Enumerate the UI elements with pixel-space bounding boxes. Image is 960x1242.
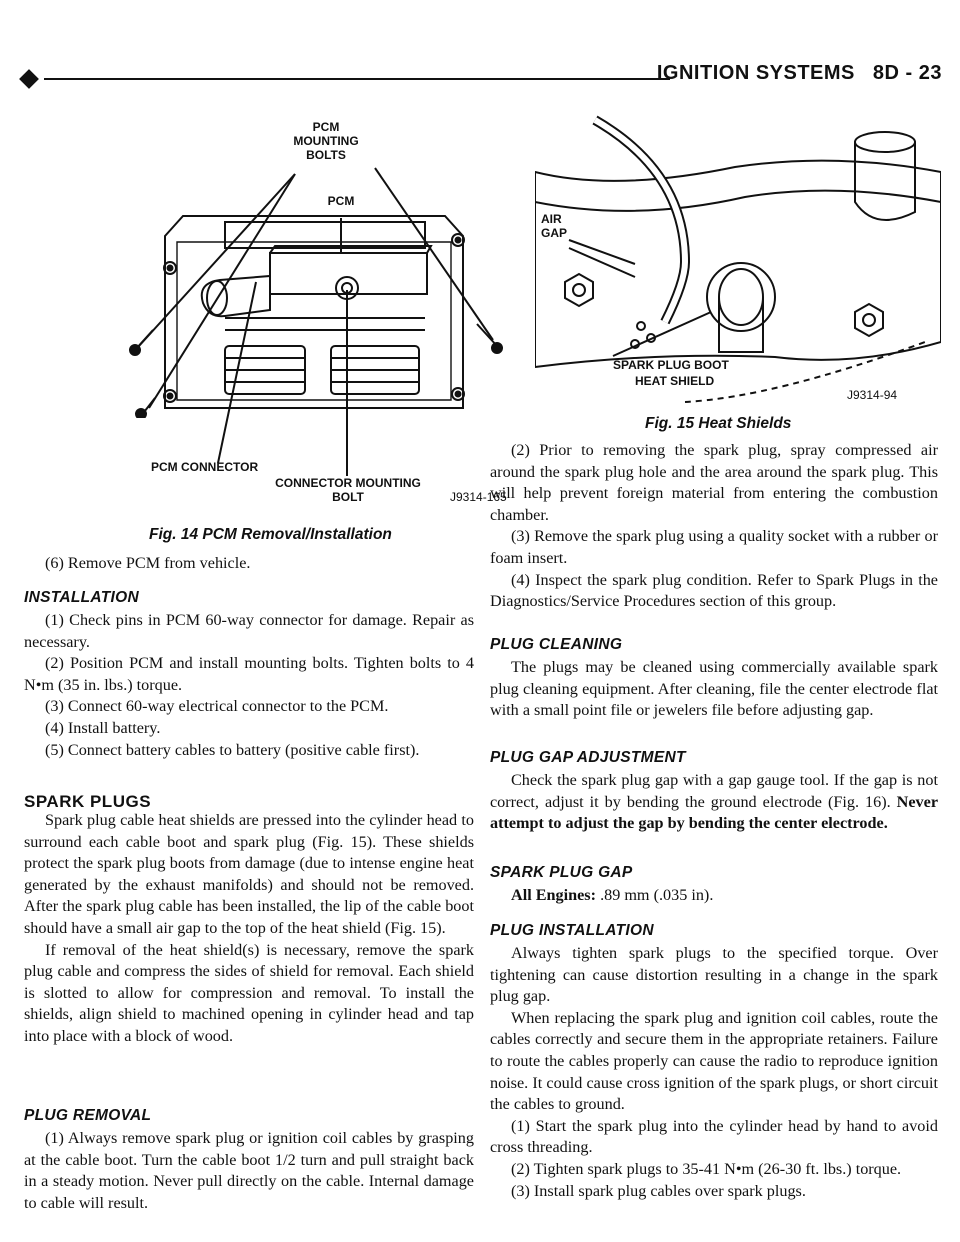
spark-plug-gap-spec bbox=[490, 885, 938, 907]
paragraph: (1) Start the spark plug into the cylinder head by hand to avoid cross threading. bbox=[490, 1116, 938, 1157]
paragraph: (3) Connect 60-way electrical connector to the PCM. bbox=[45, 697, 389, 716]
paragraph: (6) Remove PCM from vehicle. bbox=[45, 554, 251, 572]
label-line: GAP bbox=[541, 226, 568, 240]
paragraph: (1) Check pins in PCM 60-way connector for damage. Repair as necessary. bbox=[24, 611, 474, 651]
page-number: 8D - 23 bbox=[872, 62, 942, 84]
paragraph: (4) Install battery. bbox=[45, 718, 161, 737]
heat-shield-illustration bbox=[535, 112, 941, 412]
figure-id: J9314-165 bbox=[450, 490, 507, 504]
gap-adjustment-text bbox=[490, 770, 938, 835]
pcm-illustration bbox=[125, 118, 515, 418]
section-title: IGNITION SYSTEMS bbox=[656, 62, 855, 84]
paragraph: (1) Always remove spark plug or ignition coil cables by grasping at the cable boot. Turn the cable boot 1/2 turn and pull straight back in a steady motion. Never pull directly on the cable. Internal damage to cable will result. bbox=[24, 1129, 474, 1212]
paragraph: (3) Install spark plug cables over spark plugs. bbox=[511, 1181, 806, 1200]
label-pcm: PCM bbox=[327, 194, 355, 208]
header-title bbox=[657, 62, 942, 85]
label-spark-plug-boot: SPARK PLUG BOOT bbox=[613, 358, 729, 372]
paragraph: When replacing the spark plug and ignition coil cables, route the cables correctly and secure them in the appropriate retainers. Failure to route the cables properly can cause the radio to reproduce ignition noise. It could cause cross ignition of the spark plugs, or short circuit the cables to ground. bbox=[490, 1008, 938, 1114]
paragraph: If removal of the heat shield(s) is necessary, remove the spark plug cable and compress the sides of shield for removal. Each shield is slotted to allow for compression and removal. To install the shields, align shield to machined opening in cylinder head and tap into place with a block of wood. bbox=[24, 940, 474, 1045]
section-heading: PLUG REMOVAL bbox=[24, 1107, 152, 1124]
label-line: BOLT bbox=[332, 490, 364, 504]
plug-installation-text bbox=[490, 943, 938, 1202]
spark-plugs-text bbox=[24, 810, 474, 1048]
paragraph: (4) Inspect the spark plug condition. Refer to Spark Plugs in the Diagnostics/Service Procedures section of this group. bbox=[490, 570, 938, 611]
installation-steps bbox=[24, 610, 474, 761]
paragraph: (3) Remove the spark plug using a quality socket with a rubber or foam insert. bbox=[490, 527, 938, 567]
paragraph: (5) Connect battery cables to battery (positive cable first). bbox=[45, 740, 420, 759]
header-rule bbox=[44, 78, 670, 80]
figure-15 bbox=[535, 112, 941, 412]
removal-steps-continued bbox=[490, 440, 938, 613]
figure-id: J9314-94 bbox=[847, 388, 898, 402]
paragraph: Spark plug cable heat shields are pressed into the cylinder head to surround each cable boot and spark plug (Fig. 15). These shields protect the spark plug boots from damage (due to intense engine heat generated by the exhaust manifolds) and should not be removed. After the spark plug cable has been installed, the lip of the cable boot should have a small air gap to the top of the heat shield (Fig. 15). bbox=[24, 811, 474, 937]
page-header bbox=[22, 62, 942, 98]
label-line: MOUNTING bbox=[293, 134, 359, 148]
spec-label: All Engines: bbox=[511, 886, 597, 904]
paragraph bbox=[490, 885, 938, 907]
paragraph bbox=[490, 770, 938, 835]
text-run: Check the spark plug gap with a gap gauge tool. If the gap is not correct, adjust it by bending the ground electrode (Fig. 16). bbox=[490, 771, 938, 811]
paragraph: (2) Position PCM and install mounting bolts. Tighten bolts to 4 N•m (35 in. lbs.) torque. bbox=[24, 654, 474, 694]
section-heading: PLUG INSTALLATION bbox=[490, 922, 654, 939]
label-line: AIR bbox=[541, 212, 562, 226]
label-line: BOLTS bbox=[306, 148, 346, 162]
paragraph: The plugs may be cleaned using commercially available spark plug cleaning equipment. After cleaning, file the center electrode flat with a small point file or jewelers file before adjusting gap. bbox=[490, 658, 938, 720]
label-air-gap bbox=[541, 212, 581, 240]
section-heading: PLUG GAP ADJUSTMENT bbox=[490, 749, 686, 766]
warning-text: Never attempt to adjust the gap by bending the center electrode. bbox=[490, 792, 939, 833]
section-heading: SPARK PLUG GAP bbox=[490, 864, 633, 881]
section-heading: INSTALLATION bbox=[24, 589, 139, 606]
figure-caption: Fig. 15 Heat Shields bbox=[645, 415, 792, 432]
label-pcm-connector: PCM CONNECTOR bbox=[151, 460, 259, 474]
paragraph: (2) Tighten spark plugs to 35-41 N•m (26-30 ft. lbs.) torque. bbox=[511, 1159, 902, 1178]
paragraph: Always tighten spark plugs to the specified torque. Over tightening can cause distortion resulting in a change in the spark plug gap. bbox=[490, 944, 938, 1006]
section-heading: PLUG CLEANING bbox=[490, 636, 623, 653]
label-line: PCM bbox=[312, 120, 340, 134]
figure-14 bbox=[125, 118, 515, 418]
label-connector-mounting-bolt bbox=[268, 476, 428, 504]
spec-value: .89 mm (.035 in). bbox=[600, 886, 714, 904]
figure-caption: Fig. 14 PCM Removal/Installation bbox=[149, 526, 392, 543]
label-pcm-mounting-bolts bbox=[291, 120, 361, 162]
section-heading: SPARK PLUGS bbox=[24, 792, 152, 811]
diamond-icon bbox=[19, 69, 39, 89]
paragraph: (2) Prior to removing the spark plug, spray compressed air around the spark plug hole and the area around the spark plug. This will help prevent foreign material from entering the combustion chamber. bbox=[490, 441, 938, 524]
removal-step-6 bbox=[24, 553, 474, 575]
plug-cleaning-text bbox=[490, 657, 938, 722]
plug-removal-text bbox=[24, 1128, 474, 1214]
label-line: CONNECTOR MOUNTING bbox=[275, 476, 421, 490]
label-heat-shield: HEAT SHIELD bbox=[635, 374, 715, 388]
